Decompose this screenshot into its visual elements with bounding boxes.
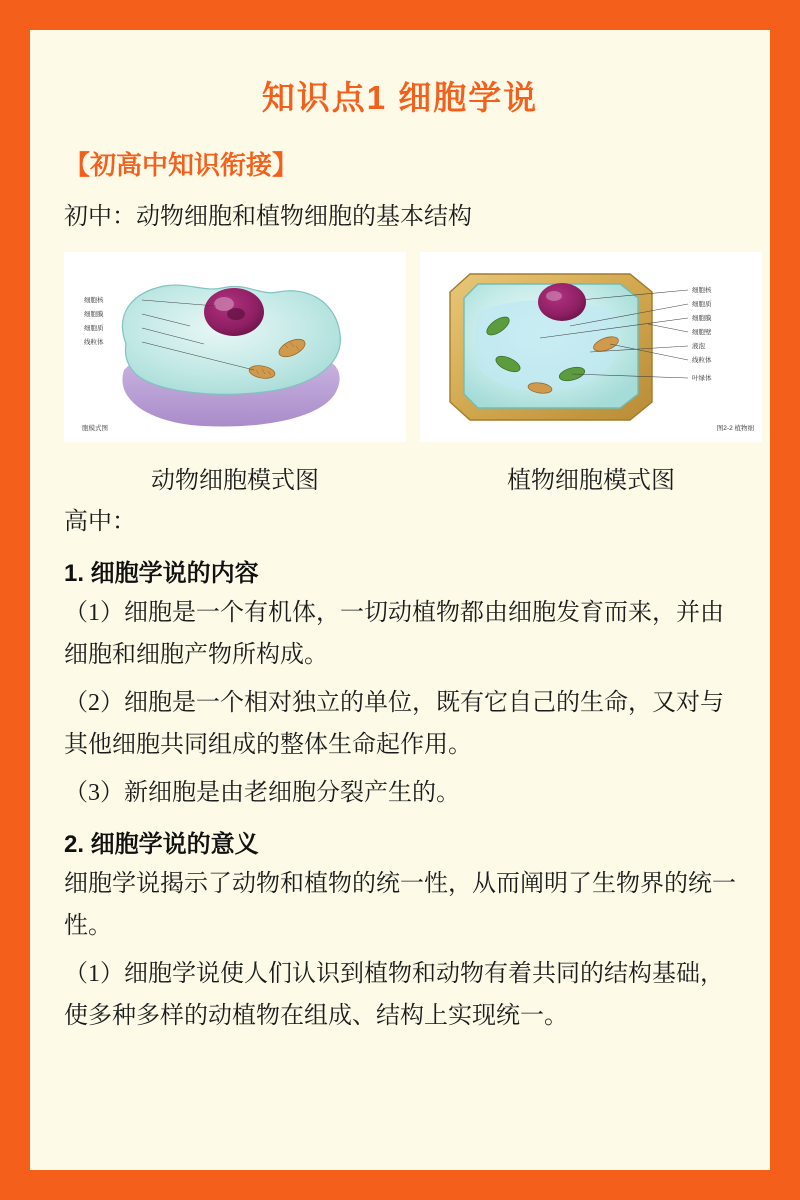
label-plant-6: 叶绿体 bbox=[692, 375, 712, 382]
label-animal-3: 线粒体 bbox=[84, 339, 104, 346]
plant-cell-caption: 植物细胞模式图 bbox=[507, 468, 675, 494]
block-1-paragraph-1: （1）细胞是一个有机体，一切动植物都由细胞发育而来，并由细胞和细胞产物所构成。 bbox=[64, 600, 724, 668]
block-2-paragraph-1: 细胞学说揭示了动物和植物的统一性，从而阐明了生物界的统一性。 bbox=[64, 871, 736, 939]
label-animal-1: 细胞膜 bbox=[84, 311, 104, 318]
label-plant-5: 线粒体 bbox=[692, 357, 712, 364]
label-plant-0: 细胞核 bbox=[692, 287, 712, 294]
label-animal-0: 细胞核 bbox=[84, 297, 104, 304]
plant-cell-svg bbox=[420, 252, 762, 442]
label-plant-4: 液泡 bbox=[692, 343, 705, 350]
animal-cell-svg bbox=[64, 252, 406, 442]
block-2-paragraph-2: （1）细胞学说使人们认识到植物和动物有着共同的结构基础，使多种多样的动植物在组成、结构上实现统一。 bbox=[64, 961, 724, 1029]
page-title: 知识点1 细胞学说 bbox=[261, 79, 539, 116]
label-plant-2: 细胞膜 bbox=[692, 315, 712, 322]
animal-cell-caption: 动物细胞模式图 bbox=[151, 468, 319, 494]
block-heading-1: 1. 细胞学说的内容 bbox=[64, 560, 259, 587]
document-page bbox=[30, 30, 770, 1170]
junior-intro-text: 初中：动物细胞和植物细胞的基本结构 bbox=[64, 204, 472, 230]
plant-cell-figure bbox=[420, 252, 762, 495]
label-plant-3: 细胞壁 bbox=[692, 329, 712, 336]
figure-row bbox=[64, 252, 754, 495]
plant-cell-diagram bbox=[420, 252, 762, 442]
section-heading: 【初高中知识衔接】 bbox=[64, 150, 299, 180]
block-1-paragraph-2: （2）细胞是一个相对独立的单位，既有它自己的生命，又对与其他细胞共同组成的整体生命起作用。 bbox=[64, 690, 724, 758]
animal-cell-diagram bbox=[64, 252, 406, 442]
figure-note-plant: 图2-2 植物细 bbox=[716, 425, 754, 432]
block-1-paragraph-3: （3）新细胞是由老细胞分裂产生的。 bbox=[64, 780, 460, 806]
figure-note-animal: 胞模式图 bbox=[82, 425, 108, 432]
label-animal-2: 细胞质 bbox=[84, 325, 104, 332]
block-heading-2: 2. 细胞学说的意义 bbox=[64, 831, 259, 858]
animal-cell-figure bbox=[64, 252, 406, 495]
label-plant-1: 细胞质 bbox=[692, 301, 712, 308]
senior-intro-text: 高中： bbox=[64, 509, 136, 535]
